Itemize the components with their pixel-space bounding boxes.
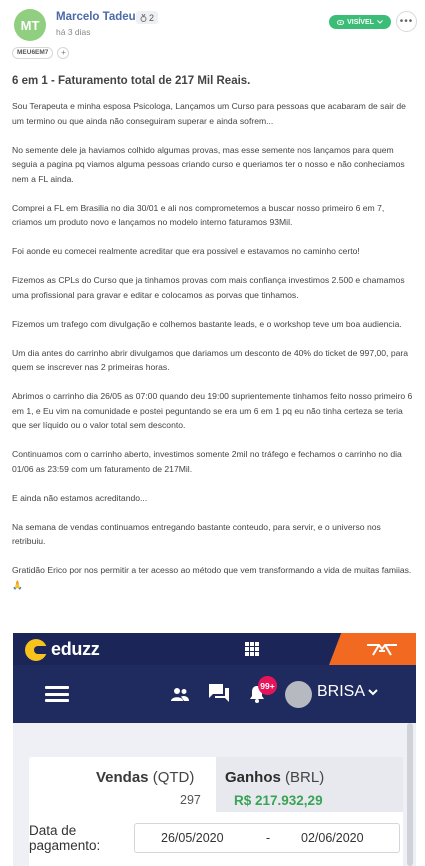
eduzz-logo-text: eduzz	[51, 639, 100, 659]
post-paragraph: Gratidão Erico por nos permitir a ter acesso ao método que vem transformando a vida de muitas famiias. 🙏	[12, 565, 412, 590]
user-name: BRISA	[317, 683, 366, 700]
notification-badge: 99+	[258, 676, 277, 695]
user-avatar	[285, 681, 312, 708]
eduzz-navbar	[13, 665, 416, 723]
eduzz-content	[13, 723, 416, 866]
post-paragraph: No semente dele ja haviamos colhido algumas provas, mas esse semente nos lançamos para quem seguia a pagina pq viamos alguma pessoas criando curso e queriamos ter o nosso e não conheciamos nem a FL ainda.	[12, 144, 405, 184]
post-title: 6 em 1 - Faturamento total de 217 Mil Reais.	[12, 75, 251, 87]
sales-summary-card	[29, 757, 403, 866]
chevron-down-icon	[377, 20, 383, 24]
hamburger-icon	[45, 686, 69, 702]
medal-icon	[140, 14, 147, 22]
payment-date-label: Data de pagamento:	[29, 823, 101, 853]
post-paragraph: Continuamos com o carrinho aberto, investimos somente 2mil no tráfego e fechamos o carrinho no dia 01/06 as 23:59 com um faturamento de 217Mil.	[12, 449, 402, 474]
earnings-label-unit: (BRL)	[285, 769, 325, 786]
scrollbar	[407, 723, 413, 866]
tag-chip[interactable]: MEU6EM7	[12, 47, 53, 59]
sales-label	[96, 769, 194, 786]
post-paragraph: Abrimos o carrinho dia 26/05 as 07:00 quando deu 19:00 suprientemente tinhamos feito nosso primeiro 6 em 1, e Eu vim na comunidade e postei peguntando se era um 6 em 1 pq eu não tinha certeza se teria que ser líquido ou o valor total sem desconto.	[12, 391, 413, 430]
earnings-label-bold: Ganhos	[225, 769, 281, 786]
post-paragraph: Fizemos as CPLs do Curso que ja tinhamos provas com mais confiança investimos 2.500 e chamamos uma profissional para gravar e editar e colocamos as porvas que tinhamos.	[12, 275, 405, 300]
embedded-screenshot[interactable]	[13, 633, 416, 866]
belt-icon	[365, 639, 399, 659]
post-paragraph: Na semana de vendas continuamos entregando bastante conteudo, para servir, e o universo nos retribuiu.	[12, 521, 381, 546]
post-paragraph: Um dia antes do carrinho abrir divulgamos que dariamos um desconto de 40% do ticket de 997,00, para quem se inscrever nas 2 primeiras horas.	[12, 347, 409, 372]
earnings-label	[225, 769, 324, 786]
author-name[interactable]: Marcelo Tadeu	[56, 11, 136, 23]
post-paragraph: E ainda não estamos acreditando...	[12, 492, 148, 503]
people-icon	[171, 687, 189, 701]
post-timestamp: há 3 dias	[56, 27, 91, 37]
eduzz-topbar	[13, 633, 416, 665]
author-level: 2	[149, 12, 155, 23]
sales-label-bold: Vendas	[96, 769, 149, 786]
post-header	[12, 8, 417, 40]
date-separator: -	[266, 831, 271, 845]
post-body	[12, 99, 413, 592]
eye-icon	[337, 20, 344, 25]
date-start: 26/05/2020	[161, 831, 224, 845]
eduzz-logo-icon	[25, 639, 47, 661]
earnings-value: R$ 217.932,29	[234, 793, 323, 808]
author-level-badge	[136, 11, 158, 24]
more-options-button[interactable]: •••	[396, 11, 417, 32]
date-end: 02/06/2020	[301, 831, 364, 845]
chevron-down-icon	[367, 686, 379, 698]
grid-icon	[245, 642, 259, 656]
post-paragraph: Fizemos um trafego com divulgação e colhemos bastante leads, e o workshop teve um boa audiencia.	[12, 318, 402, 329]
post-paragraph: Sou Terapeuta e minha esposa Psicologa, Lançamos um Curso para pessoas que acabaram de sair de um termino ou que ainda não conseguiram superar e ainda sofrem...	[12, 101, 406, 126]
visibility-label: VISÍVEL	[347, 18, 374, 26]
chat-icon	[209, 684, 229, 702]
author-avatar[interactable]: MT	[14, 9, 46, 41]
tag-row	[12, 46, 69, 59]
sales-label-unit: (QTD)	[152, 769, 195, 786]
orange-corner-decor	[329, 633, 416, 665]
add-tag-button[interactable]: +	[57, 47, 69, 59]
post-paragraph: Comprei a FL em Brasilia no dia 30/01 e ali nos comprometemos a buscar nosso primeiro 6 em 7, criamos um produto novo e lançamos no modelo interno faturamos 93Mil.	[12, 202, 385, 227]
post-paragraph: Foi aonde eu comecei realmente acreditar que era possivel e estavamos no caminho certo!	[12, 246, 360, 256]
sales-value: 297	[180, 793, 201, 807]
payment-date-range-input[interactable]	[134, 823, 400, 853]
visibility-toggle[interactable]	[329, 15, 391, 29]
